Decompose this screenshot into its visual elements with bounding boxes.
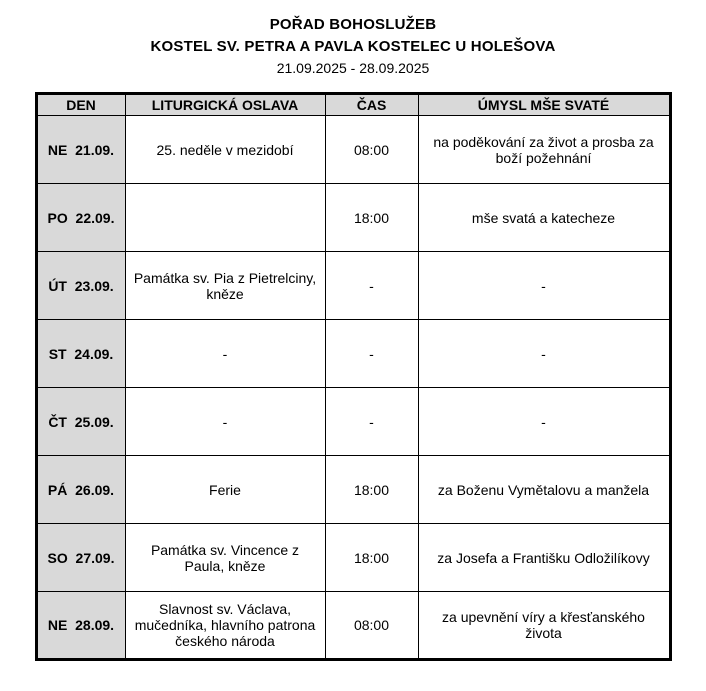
document-header [0, 0, 706, 76]
celebration-cell: - [125, 320, 325, 388]
table-row [36, 456, 670, 524]
time-cell: 18:00 [325, 456, 418, 524]
day-cell: PO 22.09. [36, 184, 125, 252]
table-row [36, 592, 670, 660]
table-header-row [36, 94, 670, 116]
time-cell: 08:00 [325, 116, 418, 184]
table-row [36, 388, 670, 456]
intention-cell: na poděkování za život a prosba za boží požehnání [418, 116, 670, 184]
table-row [36, 116, 670, 184]
celebration-cell: Památka sv. Pia z Pietrelciny, kněze [125, 252, 325, 320]
celebration-cell: Ferie [125, 456, 325, 524]
day-cell: ÚT 23.09. [36, 252, 125, 320]
intention-cell: - [418, 320, 670, 388]
celebration-cell [125, 184, 325, 252]
header-cell-liturgicka-oslava: LITURGICKÁ OSLAVA [125, 94, 325, 116]
day-cell: NE 21.09. [36, 116, 125, 184]
page-subtitle: KOSTEL SV. PETRA A PAVLA KOSTELEC U HOLEŠOVA [150, 38, 556, 55]
intention-cell: - [418, 388, 670, 456]
day-cell: SO 27.09. [36, 524, 125, 592]
schedule-table [35, 92, 672, 661]
day-cell: PÁ 26.09. [36, 456, 125, 524]
intention-cell: za Boženu Vymětalovu a manžela [418, 456, 670, 524]
table-row [36, 524, 670, 592]
celebration-cell: - [125, 388, 325, 456]
table-row [36, 184, 670, 252]
day-cell: NE 28.09. [36, 592, 125, 660]
time-cell: 18:00 [325, 524, 418, 592]
header-cell-umysl: ÚMYSL MŠE SVATÉ [418, 94, 670, 116]
table-row [36, 252, 670, 320]
time-cell: - [325, 388, 418, 456]
intention-cell: za Josefa a Františku Odložilíkovy [418, 524, 670, 592]
time-cell: - [325, 320, 418, 388]
date-range: 21.09.2025 - 28.09.2025 [276, 60, 430, 76]
day-cell: ST 24.09. [36, 320, 125, 388]
celebration-cell: Slavnost sv. Václava, mučedníka, hlavního patrona českého národa [125, 592, 325, 660]
day-cell: ČT 25.09. [36, 388, 125, 456]
header-cell-den: DEN [36, 94, 125, 116]
intention-cell: za upevnění víry a křesťanského života [418, 592, 670, 660]
header-cell-cas: ČAS [325, 94, 418, 116]
intention-cell: - [418, 252, 670, 320]
table-row [36, 320, 670, 388]
time-cell: 08:00 [325, 592, 418, 660]
time-cell: 18:00 [325, 184, 418, 252]
celebration-cell: Památka sv. Vincence z Paula, kněze [125, 524, 325, 592]
time-cell: - [325, 252, 418, 320]
page-title: POŘAD BOHOSLUŽEB [269, 16, 437, 33]
celebration-cell: 25. neděle v mezidobí [125, 116, 325, 184]
intention-cell: mše svatá a katecheze [418, 184, 670, 252]
